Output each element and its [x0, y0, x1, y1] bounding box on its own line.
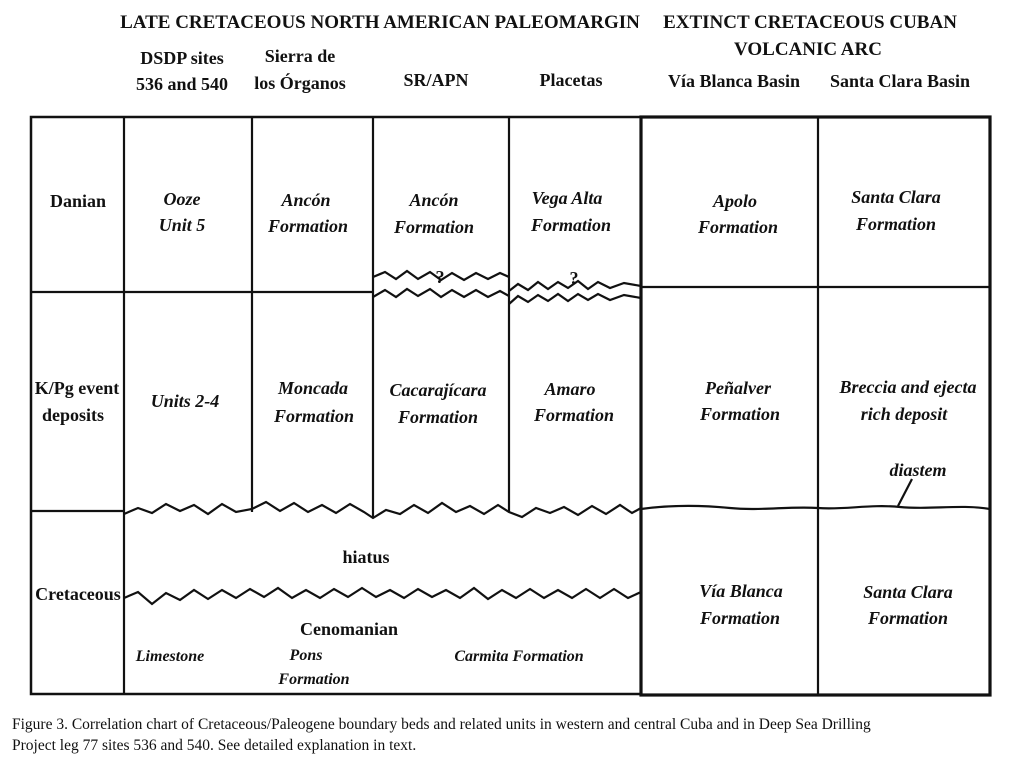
cell-cret-santaclara-line1: Santa Clara	[863, 582, 953, 602]
cell-cret-viablanca-line1: Vía Blanca	[699, 581, 783, 601]
cell-pons-line1: Pons	[289, 647, 323, 664]
row-danian: Danian	[49, 191, 107, 211]
unconformity-hiatus-top	[124, 502, 641, 518]
cell-danian-dsdp-line1: Ooze	[163, 189, 201, 209]
col-dsdp-line1: DSDP sites	[140, 48, 224, 68]
cell-danian-sierra-line2: Formation	[267, 216, 349, 236]
unconformity-hiatus-bottom	[124, 588, 641, 604]
cell-kpg-santaclara-line2: rich deposit	[860, 404, 948, 424]
caption-line1: Figure 3. Correlation chart of Cretaceous/Paleogene boundary beds and related units in western and central Cuba and in Deep Sea Drilling	[12, 716, 871, 733]
cell-kpg-placetas-line1: Amaro	[544, 379, 596, 399]
col-via-blanca: Vía Blanca Basin	[667, 71, 801, 91]
cell-carmita: Carmita Formation	[454, 648, 584, 665]
row-kpg-line1: K/Pg event	[34, 378, 120, 398]
cell-danian-placetas-line2: Formation	[530, 215, 612, 235]
cell-danian-sierra-line1: Ancón	[281, 190, 331, 210]
header-paleomargin: LATE CRETACEOUS NORTH AMERICAN PALEOMARGIN	[120, 12, 640, 33]
cell-kpg-sierra-line2: Formation	[273, 406, 355, 426]
cell-kpg-viablanca-line1: Peñalver	[705, 378, 771, 398]
cell-kpg-srapn-line1: Cacarajícara	[389, 380, 487, 400]
cell-limestone: Limestone	[135, 648, 205, 665]
question-mark-placetas: ?	[569, 268, 579, 288]
col-sierra-line1: Sierra de	[264, 46, 336, 66]
cell-kpg-srapn-line2: Formation	[397, 407, 479, 427]
cell-cret-santaclara-line2: Formation	[867, 608, 949, 628]
header-volcanic-arc-line2: VOLCANIC ARC	[734, 39, 882, 60]
figure-caption	[12, 714, 1012, 756]
diastem-pointer	[898, 479, 912, 506]
unconformity-placetas-lower	[509, 294, 641, 304]
col-santa-clara: Santa Clara Basin	[829, 71, 971, 91]
label-diastem: diastem	[889, 460, 947, 480]
diastem-line	[641, 506, 990, 509]
cell-danian-srapn-line1: Ancón	[409, 190, 459, 210]
cell-danian-placetas-line1: Vega Alta	[531, 188, 603, 208]
caption-line2: Project leg 77 sites 536 and 540. See detailed explanation in text.	[12, 737, 417, 754]
col-dsdp-line2: 536 and 540	[135, 74, 229, 94]
cell-danian-viablanca-line1: Apolo	[712, 191, 758, 211]
label-cenomanian: Cenomanian	[299, 619, 399, 639]
cell-kpg-viablanca-line2: Formation	[699, 404, 781, 424]
cell-danian-viablanca-line2: Formation	[697, 217, 779, 237]
cell-danian-santaclara-line2: Formation	[855, 214, 937, 234]
unconformity-srapn-lower	[373, 289, 509, 297]
header-volcanic-arc-line1: EXTINCT CRETACEOUS CUBAN	[663, 12, 957, 33]
col-srapn: SR/APN	[403, 70, 469, 90]
cell-danian-dsdp-line2: Unit 5	[158, 215, 206, 235]
cell-kpg-dsdp: Units 2-4	[150, 391, 220, 411]
cell-kpg-sierra-line1: Moncada	[277, 378, 349, 398]
col-sierra-line2: los Órganos	[254, 73, 346, 93]
cell-kpg-placetas-line2: Formation	[533, 405, 615, 425]
label-hiatus: hiatus	[342, 547, 390, 567]
question-mark-srapn: ?	[435, 267, 445, 287]
col-placetas: Placetas	[539, 70, 603, 90]
cell-cret-viablanca-line2: Formation	[699, 608, 781, 628]
row-kpg-line2: deposits	[41, 405, 105, 425]
row-cretaceous: Cretaceous	[35, 584, 121, 604]
cell-pons-line2: Formation	[278, 671, 350, 688]
cell-danian-santaclara-line1: Santa Clara	[851, 187, 941, 207]
cell-danian-srapn-line2: Formation	[393, 217, 475, 237]
cell-kpg-santaclara-line1: Breccia and ejecta	[839, 377, 977, 397]
